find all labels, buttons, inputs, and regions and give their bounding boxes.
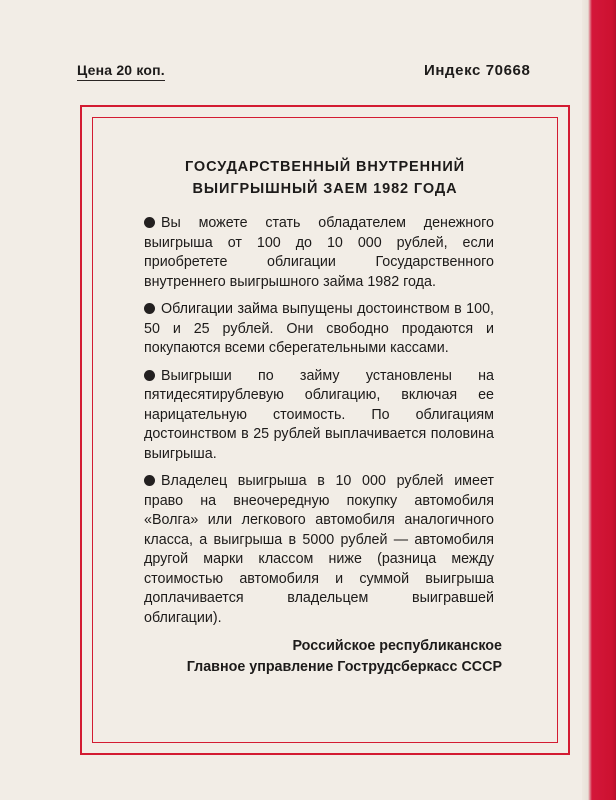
title-line-1: ГОСУДАРСТВЕННЫЙ ВНУТРЕННИЙ — [184, 159, 466, 175]
issuer-signature — [130, 636, 502, 678]
paragraph-text: Облигации займа выпущены достоинством в 100, 50 и 25 рублей. Они свободно продаются и покупаются всеми сберегательными кассами. — [144, 301, 494, 356]
info-paragraph-1 — [144, 214, 494, 292]
bullet-icon — [144, 370, 155, 381]
info-paragraph-4 — [144, 472, 494, 628]
title-line-2: ВЫИГРЫШНЫЙ ЗАЕМ 1982 ГОДА — [192, 181, 458, 197]
bullet-icon — [144, 217, 155, 228]
issuer-line-1: Российское республиканское — [292, 638, 502, 654]
bullet-icon — [144, 475, 155, 486]
red-spine-edge — [582, 0, 616, 800]
paragraph-text: Вы можете стать обладателем денежного выигрыша от 100 до 10 000 рублей, если приобретете облигации Государственного внутреннего выигрышного займа 1982 года. — [144, 215, 494, 290]
index-label: Индекс 70668 — [424, 62, 531, 79]
issuer-line-2: Главное управление Гострудсберкасс СССР — [186, 659, 502, 675]
info-paragraph-2 — [144, 300, 494, 359]
price-label: Цена 20 коп. — [77, 62, 165, 81]
bullet-icon — [144, 303, 155, 314]
info-paragraph-3 — [144, 367, 494, 465]
info-body — [144, 214, 494, 636]
paragraph-text: Выигрыши по займу установлены на пятидесятирублевую облигацию, включая ее нарицательную стоимость. По облигациям достоинством в 25 рублей выплачивается половина выигрыша. — [144, 367, 494, 462]
page-title — [90, 156, 560, 200]
paragraph-text: Владелец выигрыша в 10 000 рублей имеет право на внеочередную покупку автомобиля «Волга» или легкового автомобиля аналогичного класса, а выигрыша в 5000 рублей — автомобиля другой марки классом ниже (разница между стоимостью автомобиля и суммой выигрыша доплачивается владельцем выигравшей облигации). — [144, 473, 494, 626]
